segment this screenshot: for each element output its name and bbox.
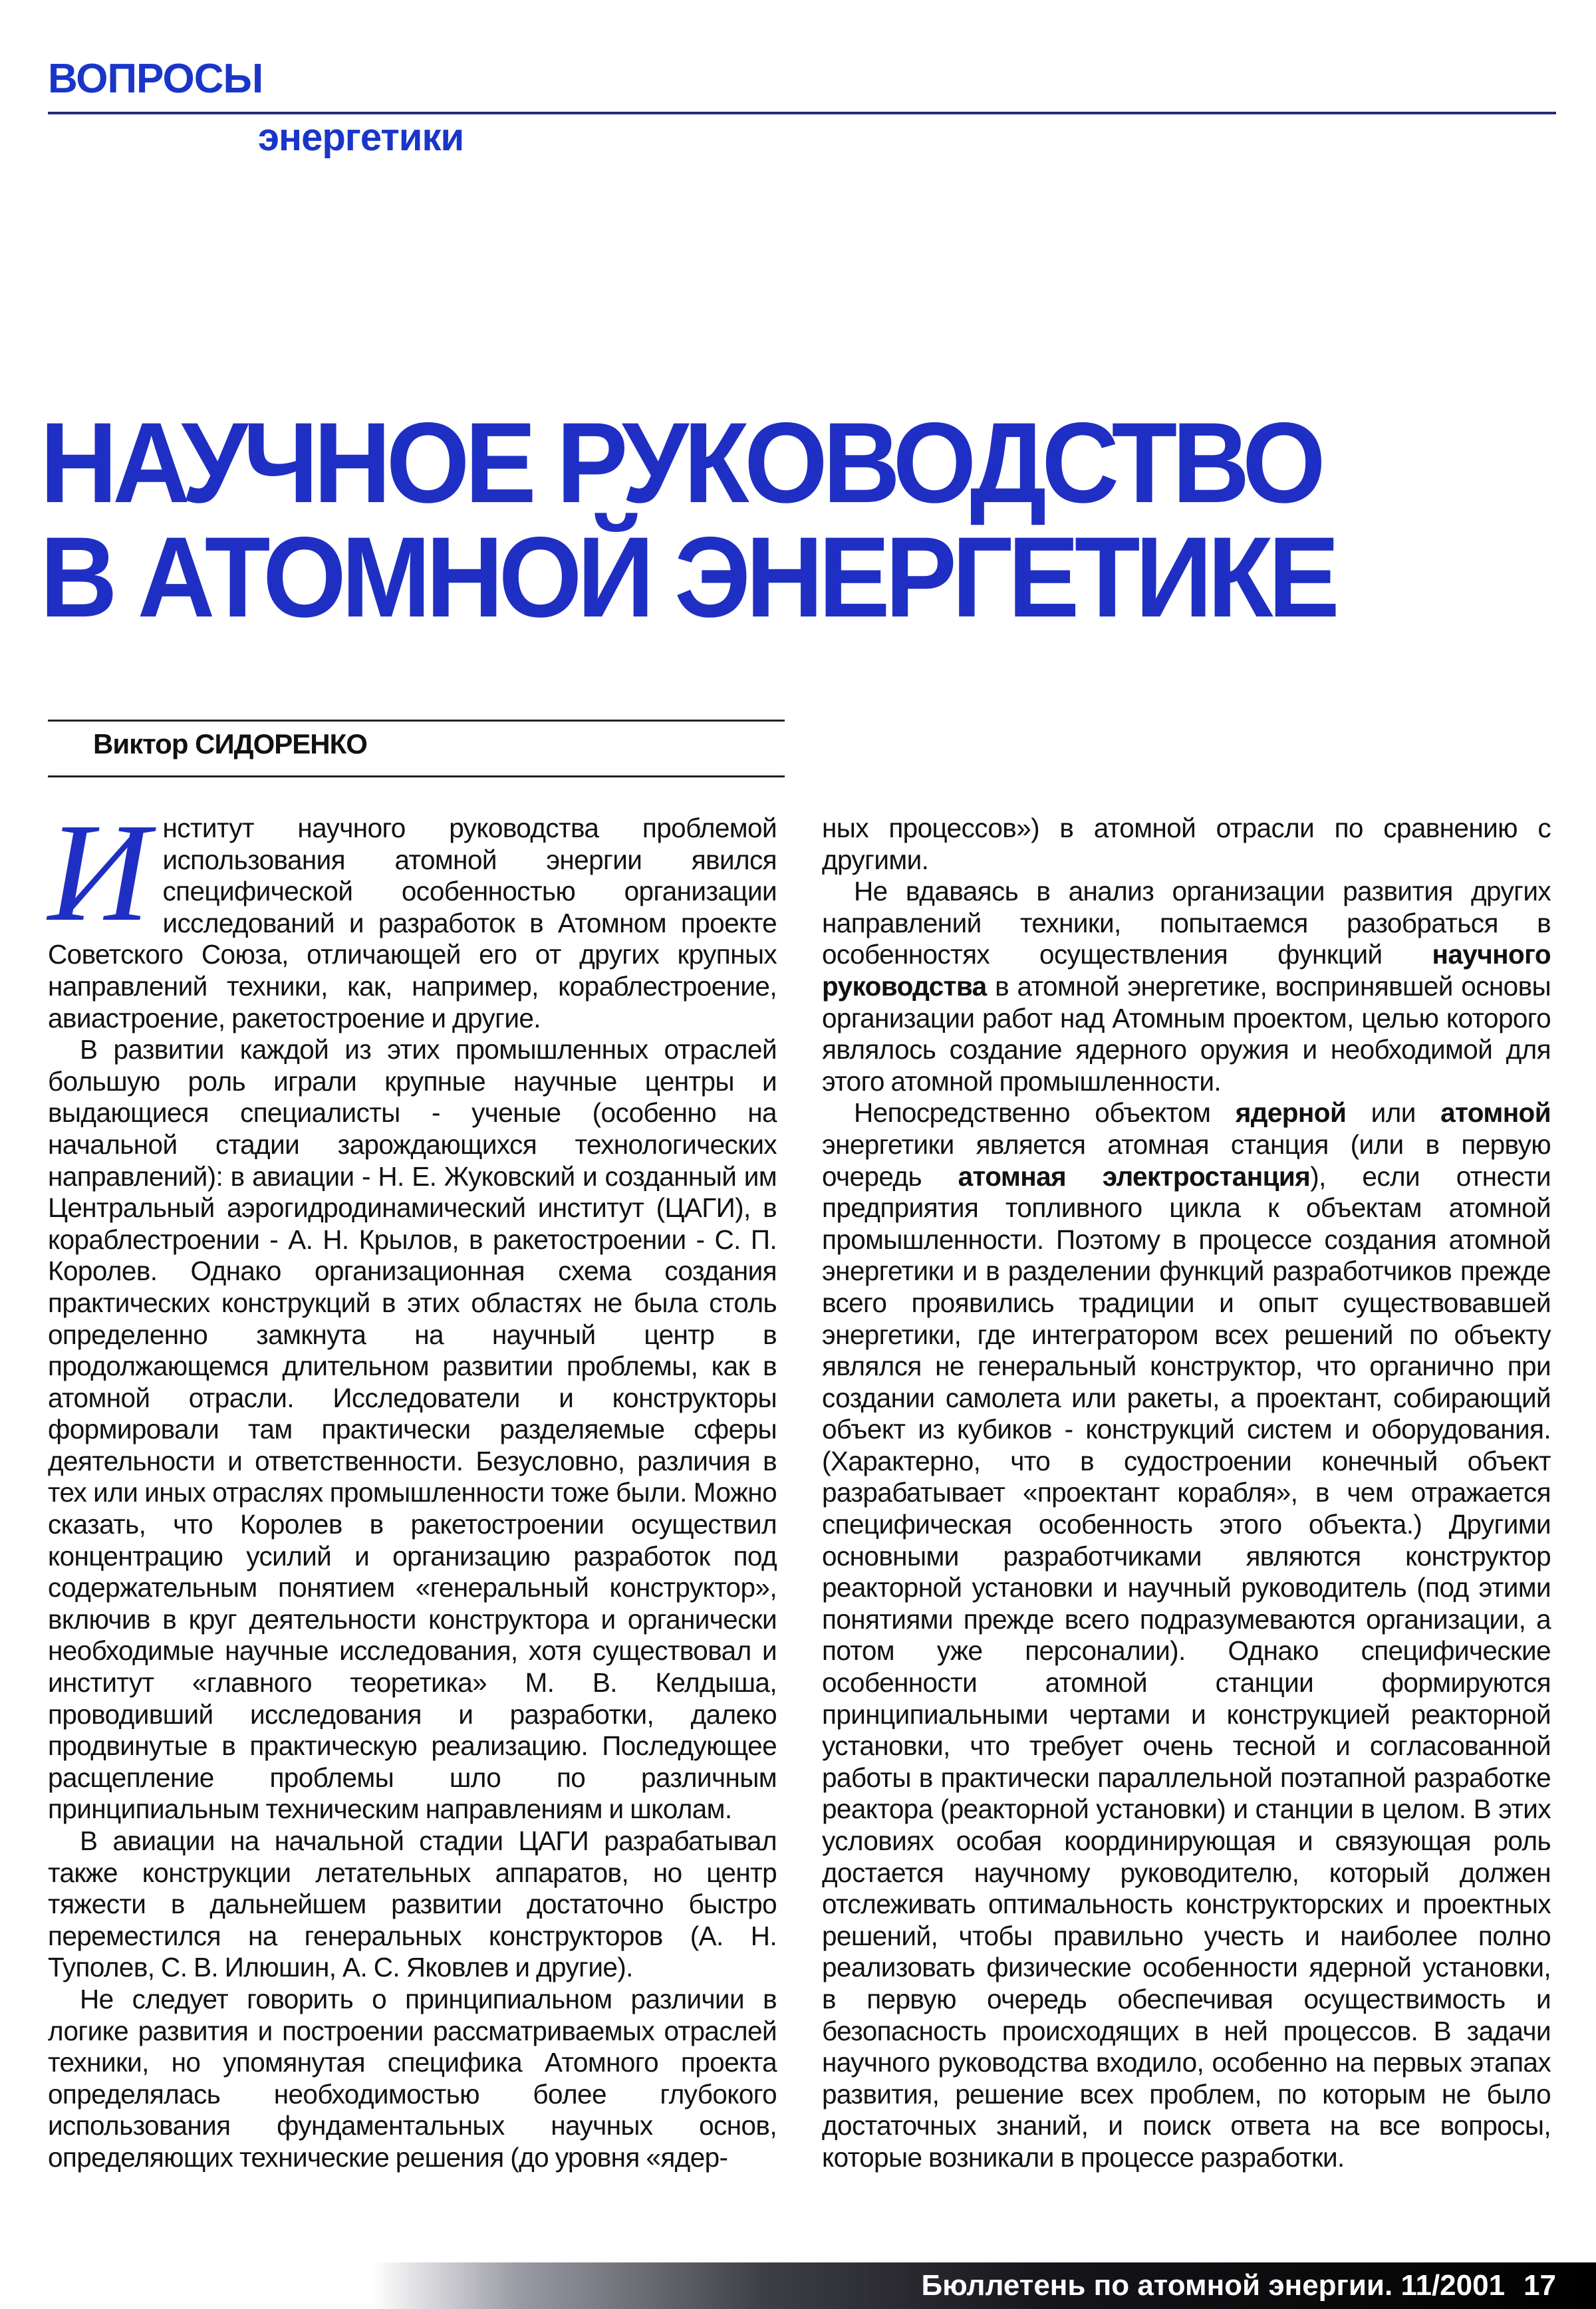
footer-text: [902, 2269, 1556, 2302]
paragraph: [48, 794, 777, 1034]
paragraph: [822, 876, 1551, 1097]
emphasis-text: атомной: [1440, 1097, 1551, 1129]
paragraph: В развитии каждой из этих промышленных отраслей большую роль играли крупные научные центры и выдающиеся специалисты - ученые (особенно на начальной стадии зарождающихся технологических направлений): в авиации - Н. Е. Жуковский и созданный им Центральный аэрогидродинамический институт (ЦАГИ), в кораблестроении - А. Н. Крылов, в ракетостроении - С. П. Королев. Однако организационная схема создания практических конструкций в этих областях не была столь определенно замкнута на научный центр в продолжающемся длительном развитии проблемы, как в атомной отрасли. Исследователи и конструкторы формировали там практически разделяемые сферы деятельности и ответственности. Безусловно, различия в тех или иных отраслях промышленности тоже были. Можно сказать, что Королев в ракетостроении осуществил концентрацию усилий и организацию разработок под содержательным понятием «генеральный конструктор», включив в круг деятельности конструктора и органически необходимые научные исследования, хотя существовал и институт «главного теоретика» М. В. Келдыша, проводивший исследования и разработки, далеко продвинутые в практическую реализацию. Последующее расщепление проблемы шло по различным принципиальным техническим направлениям и школам.: [48, 1034, 777, 1825]
section-subtitle: энергетики: [258, 116, 464, 159]
text-run: Не вдаваясь в анализ организации развития других направлений техники, попытаемся разобраться в особенностях осуществления функций: [822, 876, 1551, 970]
paragraph: Не следует говорить о принципиальном различии в логике развития и построении рассматриваемых отраслей техники, но упомянутая специфика Атомного проекта определялась необходимостью более глубокого использования фундаментальных научных основ, определяющих технические решения (до уровня «ядер-: [48, 1983, 777, 2173]
emphasis-text: научного руководства: [822, 939, 1551, 1002]
article-column-left: [48, 794, 777, 2174]
paragraph: В авиации на начальной стадии ЦАГИ разрабатывал также конструкции летательных аппаратов, но центр тяжести в дальнейшем развитии достаточно быстро переместился на генеральных конструкторов (А. Н. Туполев, С. В. Илюшин, А. С. Яковлев и другие).: [48, 1826, 777, 1983]
paragraph-text: нститут научного руководства проблемой использования атомной энергии явился специфической особенностью организации исследований и разработок в Атомном проекте Советского Союза, отличающей его от других крупных направлений техники, как, например, кораблестроение, авиастроение, ракетостроение и другие.: [48, 813, 777, 1033]
text-run: Непосредственно объектом: [854, 1097, 1236, 1129]
section-title: ВОПРОСЫ: [48, 56, 263, 102]
header-divider: [48, 112, 1556, 114]
publication-name: Бюллетень по атомной энергии. 11/2001: [921, 2269, 1506, 2302]
emphasis-text: атомная электростанция: [958, 1160, 1311, 1192]
text-run: или: [1346, 1097, 1441, 1129]
paragraph: [822, 1097, 1551, 2173]
footer-bar: [372, 2262, 1596, 2309]
headline-line-2: В АТОМНОЙ ЭНЕРГЕТИКЕ: [40, 513, 1335, 641]
byline-rule-bottom: [48, 775, 785, 777]
text-run: ), если отнести предприятия топливного цикла к объектам атомной промышленности. Поэтому в процессе создания атомной энергетики и в разделении функций разработчиков прежде всего проявились традиции и опыт существовавшей энергетики, где интегратором всех решений по объекту являлся не генеральный конструктор, что органично при создании самолета или ракеты, а проектант, собирающий объект из кубиков - конструкций систем и оборудования. (Характерно, что в судостроении конечный объект разрабатывает «проектант корабля», в чем отражается специфическая особенность этого объекта.) Другими основными разработчиками являются конструктор реакторной установки и научный руководитель (под этими понятиями прежде всего подразумеваются организации, а потом уже персоналии). Однако специфические особенности атомной станции формируются принципиальными чертами и конструкцией реакторной установки, что требует очень тесной и согласованной работы в практически параллельной поэтапной разработке реактора (реакторной установки) и станции в целом. В этих условиях особая координирующая и связующая роль достается научному руководителю, который должен отслеживать оптимальность конструкторских и проектных решений, чтобы правильно учесть и наиболее полно реализовать физические особенности ядерной установки, в первую очередь обеспечивая осуществимость и безопасность происходящих в ней процессов. В задачи научного руководства входило, особенно на первых этапах развития, решение всех проблем, по которым не было достаточных знаний, и поиск ответа на все вопросы, которые возникали в процессе разработки.: [822, 1160, 1551, 2173]
article-column-right: [822, 813, 1551, 2174]
page-number: 17: [1524, 2269, 1556, 2302]
byline-rule-top: [48, 720, 785, 722]
drop-cap: И: [48, 794, 150, 950]
text-run: энергетики является атомная станция (или в первую очередь: [822, 1129, 1551, 1192]
emphasis-text: ядерной: [1235, 1097, 1347, 1129]
text-run: в атомной энергетике, воспринявшей основы организации работ над Атомным проектом, целью которого являлось создание ядерного оружия и необходимой для этого атомной промышленности.: [822, 970, 1551, 1097]
paragraph: ных процессов») в атомной отрасли по сравнению с другими.: [822, 813, 1551, 875]
article-headline: [40, 399, 1472, 641]
headline-line-1: НАУЧНОЕ РУКОВОДСТВО: [40, 399, 1321, 527]
author-byline: Виктор СИДОРЕНКО: [93, 728, 367, 759]
